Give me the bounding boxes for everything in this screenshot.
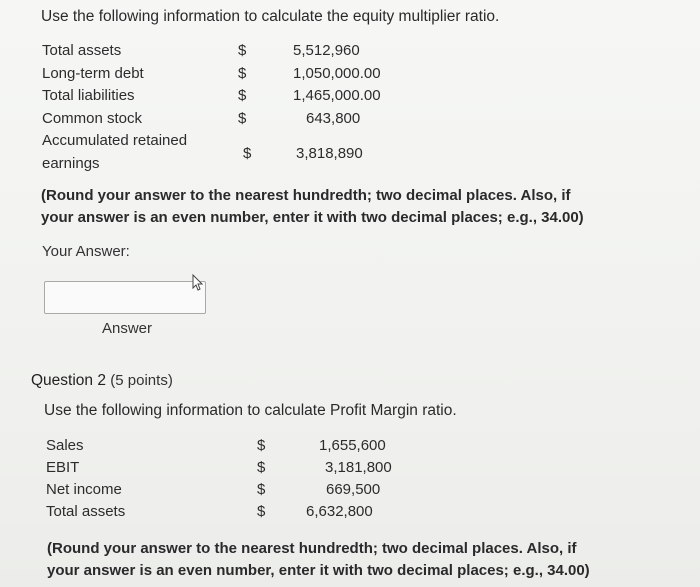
q1-row-dollar: $ bbox=[238, 110, 247, 127]
q2-rounding-note: (Round your answer to the nearest hundredth; two decimal places. Also, if your answer is an even number, enter it with two decimal places; e.g., 34.00) bbox=[47, 540, 590, 579]
q2-row-dollar: $ bbox=[257, 437, 266, 454]
q2-row-value: 6,632,800 bbox=[306, 503, 373, 520]
q2-row-value: 669,500 bbox=[326, 481, 381, 498]
q2-row-label: Net income bbox=[46, 481, 122, 498]
q1-row-value: 1,465,000.00 bbox=[293, 87, 381, 104]
q1-row-dollar: $ bbox=[238, 87, 247, 104]
q2-row-value: 1,655,600 bbox=[319, 437, 386, 454]
q1-row-dollar: $ bbox=[238, 65, 247, 82]
answer-input[interactable] bbox=[44, 281, 206, 314]
q1-row-label: Long-term debt bbox=[42, 65, 144, 82]
answer-caption: Answer bbox=[102, 320, 153, 337]
q1-row-value: 1,050,000.00 bbox=[293, 65, 381, 82]
q2-row-dollar: $ bbox=[257, 481, 266, 498]
q2-row-label: Sales bbox=[46, 437, 84, 454]
q1-row-value: 5,512,960 bbox=[293, 42, 360, 59]
q1-row-value: 3,818,890 bbox=[296, 145, 363, 162]
question-2-title: Question 2 bbox=[31, 372, 106, 389]
q2-row-label: Total assets bbox=[46, 503, 126, 520]
q1-row-label-line2: earnings bbox=[42, 155, 100, 172]
q1-row-label-line1: Accumulated retained bbox=[42, 132, 188, 149]
mouse-pointer-icon bbox=[190, 274, 206, 292]
q2-instruction: Use the following information to calculate Profit Margin ratio. bbox=[44, 402, 457, 419]
q1-row-dollar: $ bbox=[243, 145, 252, 162]
your-answer-label: Your Answer: bbox=[42, 243, 130, 260]
q2-row-value: 3,181,800 bbox=[325, 459, 392, 476]
q1-row-value: 643,800 bbox=[306, 110, 361, 127]
q2-row-label: EBIT bbox=[46, 459, 80, 476]
q2-row-dollar: $ bbox=[257, 503, 266, 520]
q1-row-label: Total assets bbox=[42, 42, 122, 59]
question-2-header bbox=[31, 372, 173, 390]
q1-row-label: Total liabilities bbox=[42, 87, 135, 104]
q1-row-dollar: $ bbox=[238, 42, 247, 59]
q1-rounding-note: (Round your answer to the nearest hundredth; two decimal places. Also, if your answer is an even number, enter it with two decimal places; e.g., 34.00) bbox=[41, 187, 584, 226]
question-2-points: (5 points) bbox=[110, 372, 173, 389]
q1-row-label: Common stock bbox=[42, 110, 143, 127]
q2-row-dollar: $ bbox=[257, 459, 266, 476]
q1-instruction: Use the following information to calculate the equity multiplier ratio. bbox=[41, 8, 500, 25]
